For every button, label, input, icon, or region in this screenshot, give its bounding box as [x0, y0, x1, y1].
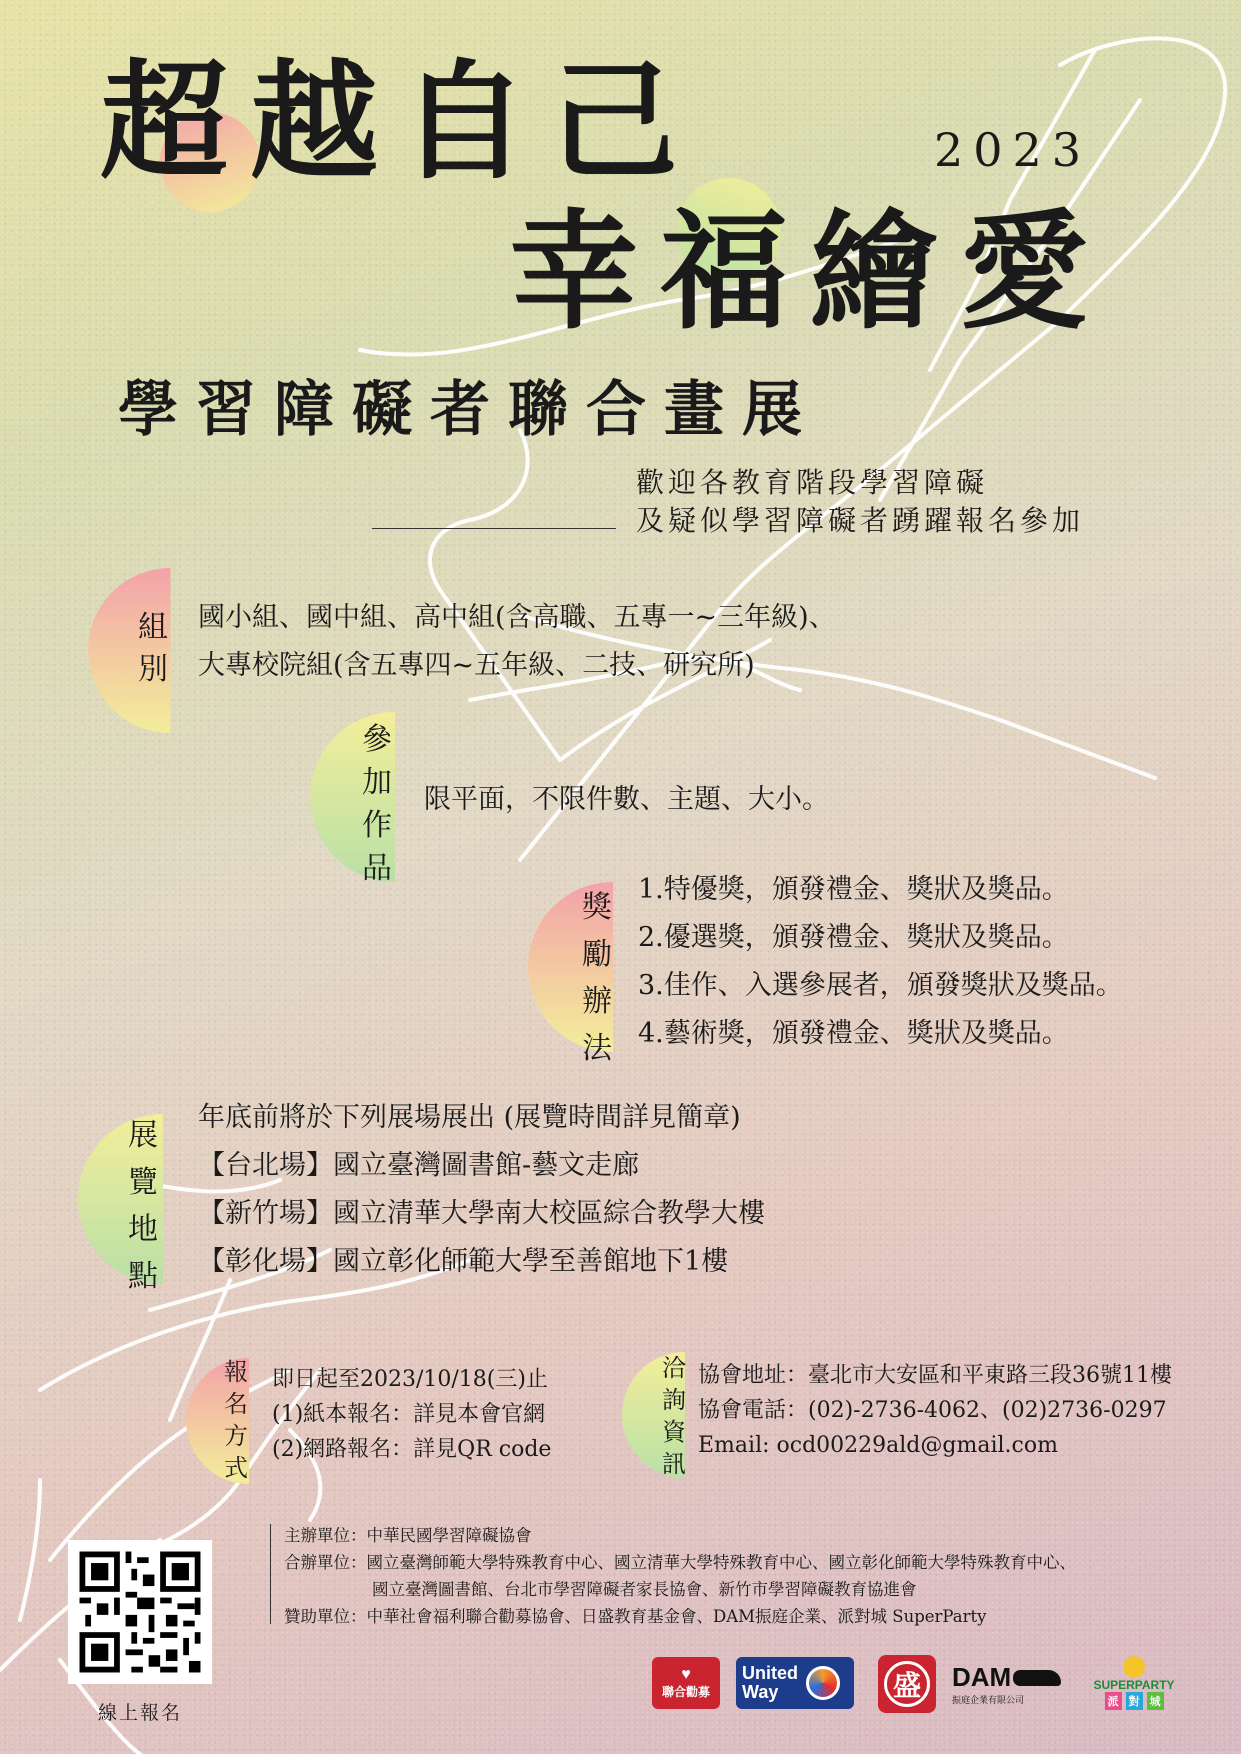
groups-line: 國小組、國中組、高中組(含高職、五專一~三年級)、: [198, 602, 836, 633]
welcome-line2: 及疑似學習障礙者踴躍報名參加: [636, 504, 1085, 537]
united-way-logo: United Way: [736, 1657, 854, 1709]
entries-label: 參 加 作 品: [362, 722, 392, 886]
qr-code-graphic: [68, 1540, 212, 1684]
subtitle: 學習障礙者聯合畫展: [118, 375, 820, 445]
venue-line: 年底前將於下列展場展出 (展覽時間詳見簡章): [198, 1102, 741, 1133]
credit-line-sponsor: 贊助單位：中華社會福利聯合勸募協會、日盛教育基金會、DAM振庭企業、派對城 SuperParty: [284, 1607, 987, 1626]
venue-line: 【新竹場】國立清華大學南大校區綜合教學大樓: [198, 1198, 765, 1229]
venues-label: 展 覽 地 點: [128, 1118, 158, 1294]
registration-line: 即日起至2023/10/18(三)止: [272, 1367, 548, 1392]
heart-icon: ♥: [681, 1665, 691, 1683]
groups-label: 組 別: [138, 610, 168, 687]
awards-label: 獎 勵 辦 法: [582, 890, 612, 1066]
title-line1: 超越自己: [100, 47, 701, 197]
groups-text: [198, 594, 836, 690]
qr-code[interactable]: [68, 1540, 212, 1684]
contact-line: 協會電話：(02)-2736-4062、(02)2736-0297: [698, 1398, 1167, 1423]
qr-caption: 線上報名: [98, 1702, 183, 1724]
contact-line: 協會地址：臺北市大安區和平東路三段36號11樓: [698, 1363, 1172, 1388]
sun-icon: [1123, 1656, 1145, 1678]
credits-block: [284, 1522, 1076, 1630]
credit-line-cohost-cont: 國立臺灣圖書館、台北市學習障礙者家長協會、新竹市學習障礙教育協進會: [372, 1580, 917, 1599]
award-item: 4.藝術獎，頒發禮金、獎狀及獎品。: [638, 1018, 1069, 1049]
united-way-hand-icon: [806, 1666, 840, 1700]
registration-line: (1)紙本報名：詳見本會官網: [272, 1402, 546, 1427]
contact-text: [698, 1358, 1172, 1463]
awards-list: [638, 866, 1123, 1058]
venue-line: 【彰化場】國立彰化師範大學至善館地下1樓: [198, 1246, 729, 1277]
superparty-logo: SUPERPARTY 派 對 城: [1082, 1648, 1186, 1718]
registration-text: [272, 1362, 551, 1467]
credits-divider: [270, 1524, 271, 1624]
lianhe-quanmu-logo: ♥ 聯合勸募: [652, 1657, 720, 1709]
venues-list: [198, 1094, 765, 1286]
registration-line: (2)網路報名：詳見QR code: [272, 1437, 552, 1462]
registration-label: 報 名 方 式: [224, 1358, 248, 1482]
credit-line-cohost: 合辦單位：國立臺灣師範大學特殊教育中心、國立清華大學特殊教育中心、國立彰化師範大學特殊教育中心、: [284, 1553, 1076, 1572]
award-item: 3.佳作、入選參展者，頒發獎狀及獎品。: [638, 970, 1123, 1001]
welcome-underline: [372, 528, 616, 529]
welcome-line1: 歡迎各教育階段學習障礙: [636, 466, 989, 499]
award-item: 1.特優獎，頒發禮金、獎狀及獎品。: [638, 874, 1069, 905]
title-line2: 幸福繪愛: [510, 197, 1111, 347]
contact-label: 洽 詢 資 訊: [662, 1354, 686, 1478]
year-label: 2023: [934, 123, 1092, 177]
groups-line: 大專校院組(含五專四~五年級、二技、研究所): [198, 650, 755, 681]
dam-logo: DAM 振庭企業有限公司: [952, 1654, 1062, 1714]
venue-line: 【台北場】國立臺灣圖書館-藝文走廊: [198, 1150, 640, 1181]
panther-icon: [1013, 1670, 1061, 1686]
credit-line-host: 主辦單位：中華民國學習障礙協會: [284, 1526, 532, 1545]
award-item: 2.優選獎，頒發禮金、獎狀及獎品。: [638, 922, 1069, 953]
contact-line: Email: ocd00229ald@gmail.com: [698, 1433, 1058, 1458]
risheng-logo: 盛: [878, 1655, 936, 1713]
entries-text: 限平面，不限件數、主題、大小。: [424, 784, 829, 815]
